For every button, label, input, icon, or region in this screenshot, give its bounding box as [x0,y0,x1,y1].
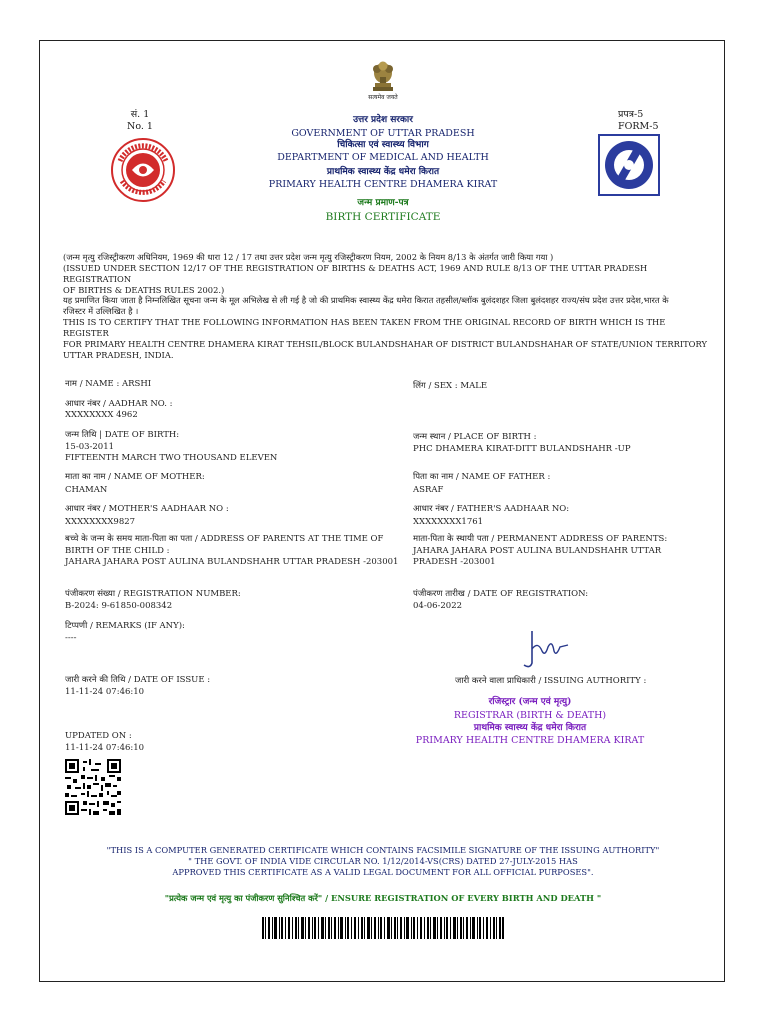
national-emblem-icon [369,59,397,99]
dob-label: जन्म तिथि | DATE OF BIRTH: [65,430,180,440]
mother-aadhaar-label: आधार नंबर / MOTHER'S AADHAAR NO : [65,504,229,514]
notice-line-3: APPROVED THIS CERTIFICATE AS A VALID LEGAL DOCUMENT FOR ALL OFFICIAL PURPOSES". [172,867,594,877]
addr-birth-label-2: BIRTH OF THE CHILD : [65,546,170,556]
addr-birth-label-1: बच्चे के जन्म के समय माता-पिता का पता / ADDRESS OF PARENTS AT THE TIME OF [65,534,384,544]
reg-date-value: 04-06-2022 [413,601,463,611]
notice-line-1: "THIS IS A COMPUTER GENERATED CERTIFICATE WHICH CONTAINS FACSIMILE SIGNATURE OF THE ISSUING AUTHORITY" [106,845,660,855]
mother-label: माता का नाम / NAME OF MOTHER: [65,472,205,482]
certify-en-3: UTTAR PRADESH, INDIA. [63,350,174,360]
number-en: No. 1 [127,121,153,132]
aadhar-value: XXXXXXXX 4962 [65,410,138,420]
registrar-hi: रजिस्ट्रार (जन्म एवं मृत्यु) [488,697,572,707]
name-field: नाम / NAME : ARSHI [65,379,152,389]
certify-en-2: FOR PRIMARY HEALTH CENTRE DHAMERA KIRAT TEHSIL/BLOCK BULANDSHAHAR OF DISTRICT BULANDSHAHAR OF STATE/UNION TERRITORY [63,339,707,349]
dob-words: FIFTEENTH MARCH TWO THOUSAND ELEVEN [65,453,278,463]
govt-title-hi: उत्तर प्रदेश सरकार [353,115,413,125]
intro-issued [63,252,713,296]
pob-value: PHC DHAMERA KIRAT-DITT BULANDSHAHR -UP [413,444,631,454]
notice-line-2: " THE GOVT. OF INDIA VIDE CIRCULAR NO. 1/12/2014-VS(CRS) DATED 27-JULY-2015 HAS [188,856,578,866]
father-aadhaar-label: आधार नंबर / FATHER'S AADHAAR NO: [413,504,570,514]
authority-phc-en: PRIMARY HEALTH CENTRE DHAMERA KIRAT [415,735,645,746]
father-value: ASRAF [413,485,444,495]
dept-title-hi: चिकित्सा एवं स्वास्थ्य विभाग [337,140,429,150]
reg-no-value: B-2024: 9-61850-008342 [65,601,173,611]
slogan [80,893,686,904]
remarks-label: टिप्पणी / REMARKS (IF ANY): [65,621,185,631]
issued-hi: (जन्म मृत्यु रजिस्ट्रीकरण अधिनियम, 1969 की धारा 12 / 17 तथा उत्तर प्रदेश जन्म मृत्यु रजिस्ट्रीकरण नियम, 2002 के नियम 8/13 के अंतर्गत जारी किया गया ) [63,252,554,262]
father-aadhaar-value: XXXXXXXX1761 [413,517,484,527]
health-department-logo-icon [598,134,660,196]
dob-value: 15-03-2011 [65,442,115,452]
issued-en-1: (ISSUED UNDER SECTION 12/17 OF THE REGISTRATION OF BIRTHS & DEATHS ACT, 1969 AND RULE 8/13 OF THE UTTAR PRADESH REGISTRATION [63,263,648,284]
certify-hi-2: रजिस्टर में उल्लिखित है । [63,306,139,316]
slogan-hi: "प्रत्येक जन्म एवं मृत्यु का पंजीकरण सुनिश्चित करें" [164,893,323,903]
updated-value: 11-11-24 07:46:10 [65,743,145,753]
addr-birth-value: JAHARA JAHARA POST AULINA BULANDSHAHR UTTAR PRADESH -203001 [65,557,399,567]
addr-perm-label: माता-पिता के स्थायी पता / PERMANENT ADDRESS OF PARENTS: [413,534,668,544]
slogan-en: / ENSURE REGISTRATION OF EVERY BIRTH AND DEATH " [322,893,602,903]
emblem-motto: सत्यमेव जयते [368,94,398,101]
father-label: पिता का नाम / NAME OF FATHER : [413,472,551,482]
govt-title-en: GOVERNMENT OF UTTAR PRADESH [291,128,475,139]
addr-perm-value-1: JAHARA JAHARA POST AULINA BULANDSHAHR UTTAR [413,546,662,556]
issued-en-2: OF BIRTHS & DEATHS RULES 2002.) [63,285,225,295]
intro-certify [63,295,713,361]
aadhar-label: आधार नंबर / AADHAR NO. : [65,399,173,409]
form-en: FORM-5 [618,121,659,132]
phc-title-hi: प्राथमिक स्वास्थ्य केंद्र धमेरा किरात [326,167,440,177]
reg-no-label: पंजीकरण संख्या / REGISTRATION NUMBER: [65,589,241,599]
reg-date-label: पंजीकरण तारीख / DATE OF REGISTRATION: [413,589,589,599]
dept-title-en: DEPARTMENT OF MEDICAL AND HEALTH [277,152,489,163]
authority-phc-hi: प्राथमिक स्वास्थ्य केंद्र धमेरा किरात [473,723,587,733]
number-hi: सं. 1 [130,109,150,120]
certificate-page [39,40,725,982]
sex-field: लिंग / SEX : MALE [413,381,488,391]
up-government-seal-icon [110,137,176,203]
qr-code-icon [65,759,121,815]
form-hi: प्रपत्र-5 [618,109,644,120]
remarks-value: ---- [65,633,77,643]
registrar-en: REGISTRAR (BIRTH & DEATH) [453,710,607,721]
footer-notice [83,845,683,878]
certify-hi-1: यह प्रमाणित किया जाता है निम्नलिखित सूचना जन्म के मूल अभिलेख से ली गई है जो की प्राथमिक स्वास्थ्य केंद्र धमेरा किरात तहसील/ब्लॉक बुलंदशहर जिला बुलंदशहर राज्य/संघ प्रदेश उत्तर प्रदेश,भारत के [63,295,669,305]
mother-value: CHAMAN [65,485,108,495]
pob-label: जन्म स्थान / PLACE OF BIRTH : [413,432,537,442]
issuing-authority-label: जारी करने वाला प्राधिकारी / ISSUING AUTHORITY : [455,676,647,686]
addr-perm-value-2: PRADESH -203001 [413,557,496,567]
issue-label: जारी करने की तिथि / DATE OF ISSUE : [65,675,211,685]
signature-icon [518,627,578,671]
phc-title-en: PRIMARY HEALTH CENTRE DHAMERA KIRAT [268,179,498,190]
issue-value: 11-11-24 07:46:10 [65,687,145,697]
barcode-icon [262,917,504,939]
cert-title-en: BIRTH CERTIFICATE [325,211,441,223]
updated-label: UPDATED ON : [65,731,132,741]
certify-en-1: THIS IS TO CERTIFY THAT THE FOLLOWING INFORMATION HAS BEEN TAKEN FROM THE ORIGINAL RECORD OF BIRTH WHICH IS THE REGISTER [63,317,666,338]
mother-aadhaar-value: XXXXXXXX9827 [65,517,136,527]
cert-title-hi: जन्म प्रमाण-पत्र [357,198,409,208]
